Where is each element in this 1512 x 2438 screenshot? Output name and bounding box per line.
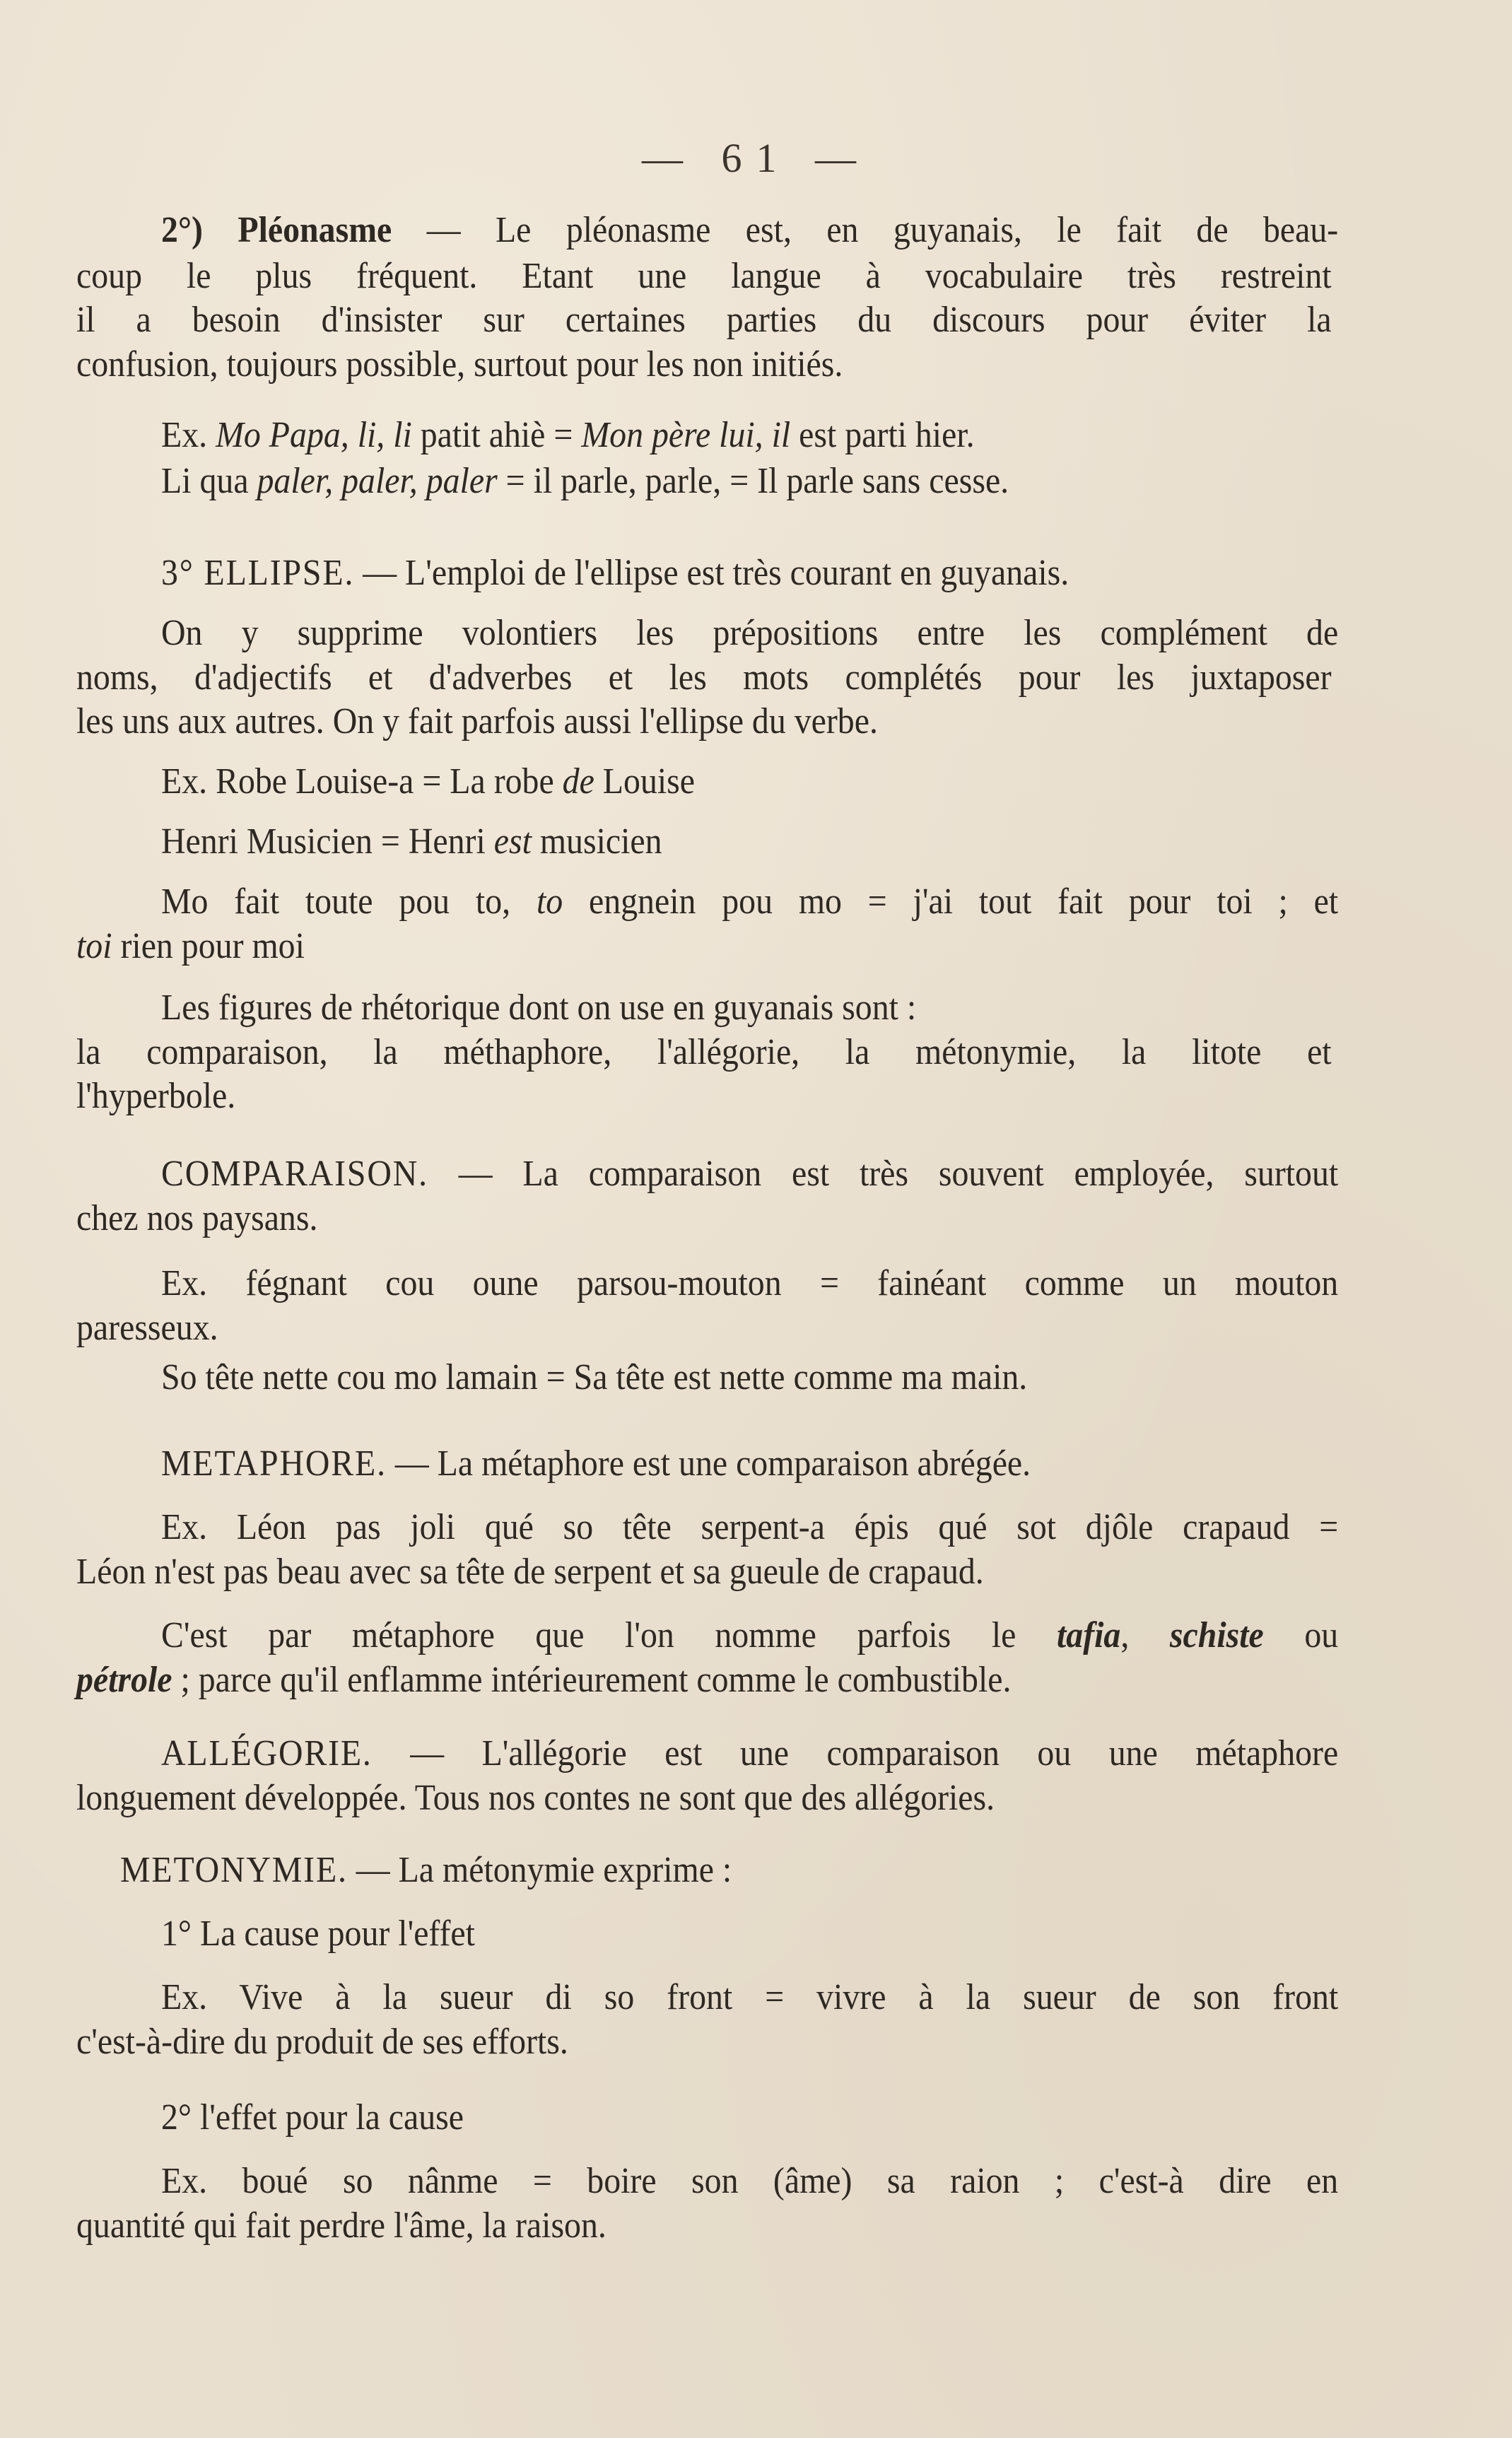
figures-line-2: la comparaison, la méthaphore, l'allégorie, la métonymie, la litote et (76, 1032, 1332, 1072)
ellipse-para-line-2: noms, d'adjectifs et d'adverbes et les mots complétés pour les juxtaposer (76, 657, 1332, 698)
ellipse-para-line-1: On y supprime volontiers les prépositions entre les complément de (161, 613, 1339, 653)
comparaison-line-2: chez nos paysans. (76, 1198, 318, 1238)
pleonasme-line-2: coup le plus fréquent. Etant une langue à vocabulaire très restreint (76, 256, 1332, 296)
allegorie-line-1: ALLÉGORIE. — L'allégorie est une comparaison ou une métaphore (161, 1733, 1339, 1774)
section-heading-pleonasme: 2°) Pléonasme (161, 210, 392, 250)
metonymie-example-1-line-1: Ex. Vive à la sueur di so front = vivre à la sueur de son front (161, 1977, 1339, 2017)
metonymie-example-2-line-2: quantité qui fait perdre l'âme, la raison. (76, 2205, 606, 2246)
section-heading-metaphore: METAPHORE. (161, 1443, 387, 1484)
ellipse-intro: 3° ELLIPSE. — L'emploi de l'ellipse est très courant en guyanais. (161, 553, 1069, 593)
comparaison-line-1: COMPARAISON. — La comparaison est très souvent employée, surtout (161, 1154, 1339, 1194)
pleonasme-line-1: 2°) Pléonasme — Le pléonasme est, en guyanais, le fait de beau- (161, 210, 1339, 250)
metaphore-line-1: METAPHORE. — La métaphore est une comparaison abrégée. (161, 1443, 1031, 1484)
allegorie-line-2: longuement développée. Tous nos contes ne sont que des allégories. (76, 1778, 995, 1818)
ellipse-example-2: Henri Musicien = Henri est musicien (161, 821, 662, 862)
pleonasme-line-3: il a besoin d'insister sur certaines parties du discours pour éviter la (76, 300, 1332, 340)
metonymie-example-1-line-2: c'est-à-dire du produit de ses efforts. (76, 2022, 568, 2062)
ellipse-example-3-line-2: toi rien pour moi (76, 926, 305, 966)
pleonasme-example-1: Ex. Mo Papa, li, li patit ahiè = Mon père lui, il est parti hier. (161, 415, 975, 455)
section-heading-metonymie: METONYMIE. (120, 1850, 348, 1890)
metaphore-para-line-1: C'est par métaphore que l'on nomme parfois le tafia, schiste ou (161, 1615, 1339, 1655)
figures-line-3: l'hyperbole. (76, 1076, 236, 1116)
ellipse-example-3-line-1: Mo fait toute pou to, to engnein pou mo = j'ai tout fait pour toi ; et (161, 881, 1339, 922)
ellipse-example-1: Ex. Robe Louise-a = La robe de Louise (161, 761, 696, 802)
metonymie-item-2: 2° l'effet pour la cause (161, 2097, 464, 2138)
metonymie-line-1: METONYMIE. — La métonymie exprime : (120, 1850, 732, 1890)
figures-line-1: Les figures de rhétorique dont on use en guyanais sont : (161, 987, 917, 1028)
metonymie-item-1: 1° La cause pour l'effet (161, 1914, 475, 1954)
section-heading-ellipse: 3° ELLIPSE. (161, 553, 355, 593)
metaphore-para-line-2: pétrole ; parce qu'il enflamme intérieurement comme le combustible. (76, 1660, 1012, 1700)
comparaison-example-1-line-1: Ex. fégnant cou oune parsou-mouton = fainéant comme un mouton (161, 1263, 1339, 1303)
ellipse-para-line-3: les uns aux autres. On y fait parfois aussi l'ellipse du verbe. (76, 701, 878, 742)
section-heading-allegorie: ALLÉGORIE. (161, 1733, 373, 1774)
metaphore-example-line-2: Léon n'est pas beau avec sa tête de serpent et sa gueule de crapaud. (76, 1552, 984, 1592)
metonymie-example-2-line-1: Ex. boué so nânme = boire son (âme) sa raion ; c'est-à dire en (161, 2161, 1339, 2201)
page-number: — 61 — (642, 135, 870, 181)
metaphore-example-line-1: Ex. Léon pas joli qué so tête serpent-a épis qué sot djôle crapaud = (161, 1507, 1339, 1547)
section-heading-comparaison: COMPARAISON. (161, 1154, 428, 1194)
comparaison-example-2: So tête nette cou mo lamain = Sa tête est nette comme ma main. (161, 1357, 1028, 1397)
pleonasme-example-2: Li qua paler, paler, paler = il parle, parle, = Il parle sans cesse. (161, 461, 1009, 501)
comparaison-example-1-line-2: paresseux. (76, 1308, 218, 1348)
pleonasme-line-4: confusion, toujours possible, surtout pour les non initiés. (76, 344, 843, 385)
